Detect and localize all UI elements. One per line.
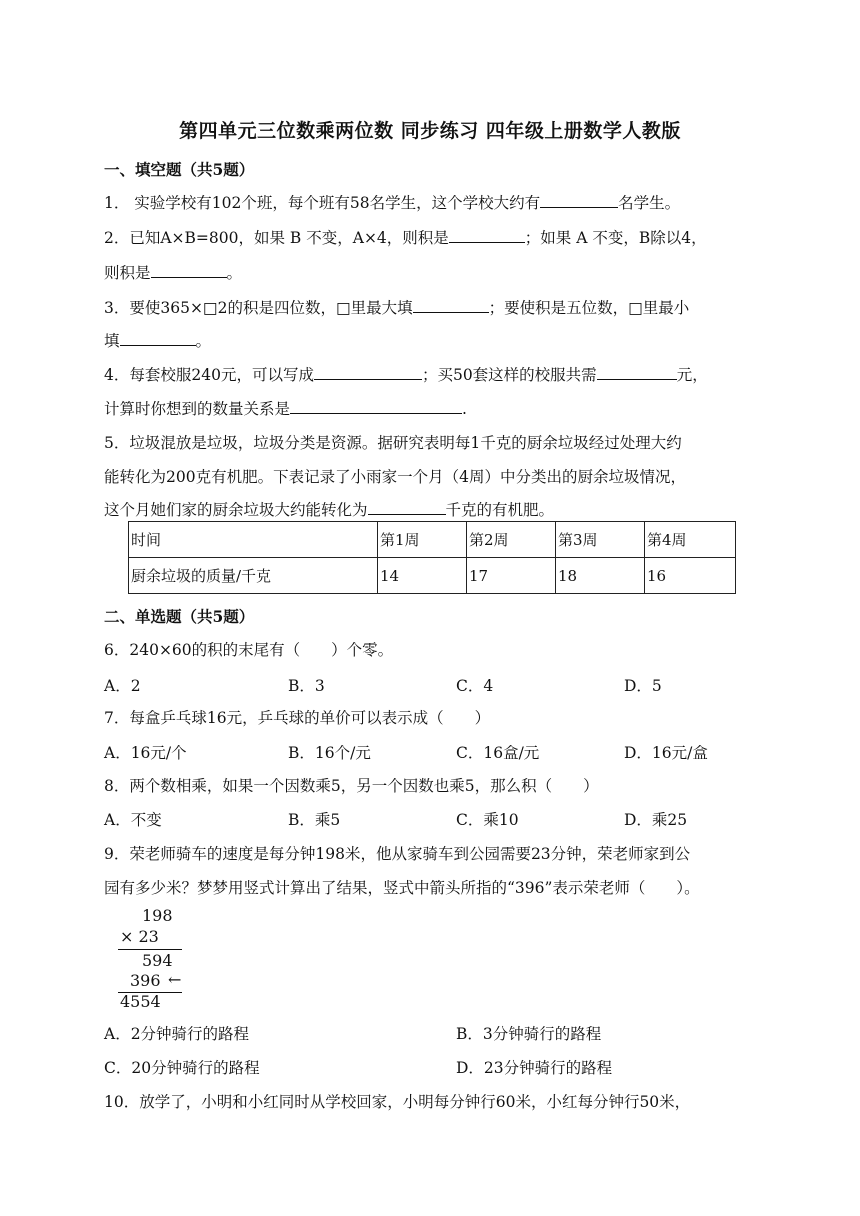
answer-blank (597, 362, 677, 380)
question-4-text-mid2: 元， (676, 366, 708, 384)
question-3-text-end: 。 (195, 332, 212, 350)
vertical-multiplication (112, 906, 202, 1016)
question-2-text: 2．已知A×B=800，如果 B 不变，A×4，则积是 (104, 229, 449, 247)
kitchen-waste-table (128, 521, 736, 594)
option-a: A．不变 (104, 811, 162, 829)
question-3-text: 3．要使365×□2的积是四位数，□里最大填 (104, 299, 413, 317)
question-4 (104, 362, 708, 385)
question-4-text-cont: 计算时你想到的数量关系是 (104, 400, 291, 418)
section-heading-fill-in: 一、填空题（共5题） (104, 160, 255, 179)
table-cell: 第1周 (378, 522, 467, 558)
option-d: D．23分钟骑行的路程 (456, 1059, 613, 1077)
question-3-cont (104, 328, 211, 351)
multiplicand: 198 (142, 906, 173, 925)
table-row (129, 558, 736, 594)
option-c: C．乘10 (456, 811, 519, 829)
table-header-row (129, 522, 736, 558)
question-5-line-1: 5．垃圾混放是垃圾，垃圾分类是资源。据研究表明每1千克的厨余垃圾经过处理大约 (104, 434, 682, 452)
question-3-text-cont: 填 (104, 332, 120, 350)
page-title: 第四单元三位数乘两位数 同步练习 四年级上册数学人教版 (179, 120, 681, 142)
option-b: B．乘5 (288, 811, 341, 829)
table-cell: 第4周 (645, 522, 736, 558)
question-5-line-3 (104, 497, 554, 520)
answer-blank (314, 362, 422, 380)
question-8: 8．两个数相乘，如果一个因数乘5，另一个因数也乘5，那么积（ ） (104, 777, 599, 795)
question-10-line-1: 10．放学了，小明和小红同时从学校回家，小明每分钟行60米，小红每分钟行50米， (104, 1093, 691, 1111)
arrow-left-icon: ← (168, 970, 182, 989)
table-cell: 厨余垃圾的质量/千克 (129, 558, 378, 594)
question-1 (104, 190, 680, 213)
question-5-text-end: 千克的有机肥。 (445, 501, 555, 519)
partial-product-1: 594 (142, 951, 173, 970)
option-d: D．16元/盒 (624, 744, 708, 762)
option-a: A．16元/个 (104, 744, 187, 762)
question-2-text-end: 。 (226, 264, 243, 282)
table-cell: 第2周 (467, 522, 556, 558)
question-4-cont (104, 396, 467, 419)
question-2-text-cont: 则积是 (104, 264, 151, 282)
calc-line (118, 949, 182, 950)
section-heading-single-choice: 二、单选题（共5题） (104, 607, 255, 626)
option-c: C．4 (456, 677, 494, 695)
table-cell: 16 (645, 558, 736, 594)
question-3-text-mid: ；要使积是五位数，□里最小 (488, 299, 690, 317)
question-5-text: 这个月她们家的厨余垃圾大约能转化为 (104, 501, 368, 519)
answer-blank (290, 396, 462, 414)
question-4-text-mid: ；买50套这样的校服共需 (421, 366, 597, 384)
question-6: 6．240×60的积的末尾有（ ）个零。 (104, 641, 394, 659)
question-9-line-2: 园有多少米？梦梦用竖式计算出了结果，竖式中箭头所指的“396”表示荣老师（ ）。 (104, 879, 700, 897)
table-cell: 时间 (129, 522, 378, 558)
answer-blank (151, 260, 227, 278)
question-1-text-end: 名学生。 (618, 194, 681, 212)
answer-blank (368, 497, 446, 515)
option-d: D．乘25 (624, 811, 688, 829)
product: 4554 (120, 992, 161, 1011)
question-7: 7．每盒乒乓球16元，乒乓球的单价可以表示成（ ） (104, 709, 491, 727)
option-b: B．16个/元 (288, 744, 371, 762)
option-b: B．3 (288, 677, 325, 695)
question-4-text: 4．每套校服240元，可以写成 (104, 366, 314, 384)
multiplier: × 23 (120, 927, 159, 946)
option-c: C．16盒/元 (456, 744, 540, 762)
table-cell: 第3周 (556, 522, 645, 558)
question-5-line-2: 能转化为200克有机肥。下表记录了小雨家一个月（4周）中分类出的厨余垃圾情况， (104, 468, 686, 486)
question-9-line-1: 9．荣老师骑车的速度是每分钟198米，他从家骑车到公园需要23分钟，荣老师家到公 (104, 845, 691, 863)
table-cell: 18 (556, 558, 645, 594)
option-b: B．3分钟骑行的路程 (456, 1025, 602, 1043)
option-c: C．20分钟骑行的路程 (104, 1059, 260, 1077)
partial-product-2: 396 (130, 971, 161, 990)
question-3 (104, 295, 689, 318)
option-d: D．5 (624, 677, 662, 695)
table-cell: 17 (467, 558, 556, 594)
question-1-text: 1． 实验学校有102个班，每个班有58名学生，这个学校大约有 (104, 194, 541, 212)
option-a: A．2 (104, 677, 141, 695)
question-4-text-end: . (462, 400, 467, 418)
question-2-cont (104, 260, 242, 283)
question-2 (104, 225, 707, 248)
question-2-text-mid: ；如果 A 不变，B除以4， (524, 229, 707, 247)
answer-blank (413, 295, 489, 313)
table-cell: 14 (378, 558, 467, 594)
answer-blank (120, 328, 196, 346)
answer-blank (449, 225, 525, 243)
option-a: A．2分钟骑行的路程 (104, 1025, 250, 1043)
answer-blank (540, 190, 618, 208)
